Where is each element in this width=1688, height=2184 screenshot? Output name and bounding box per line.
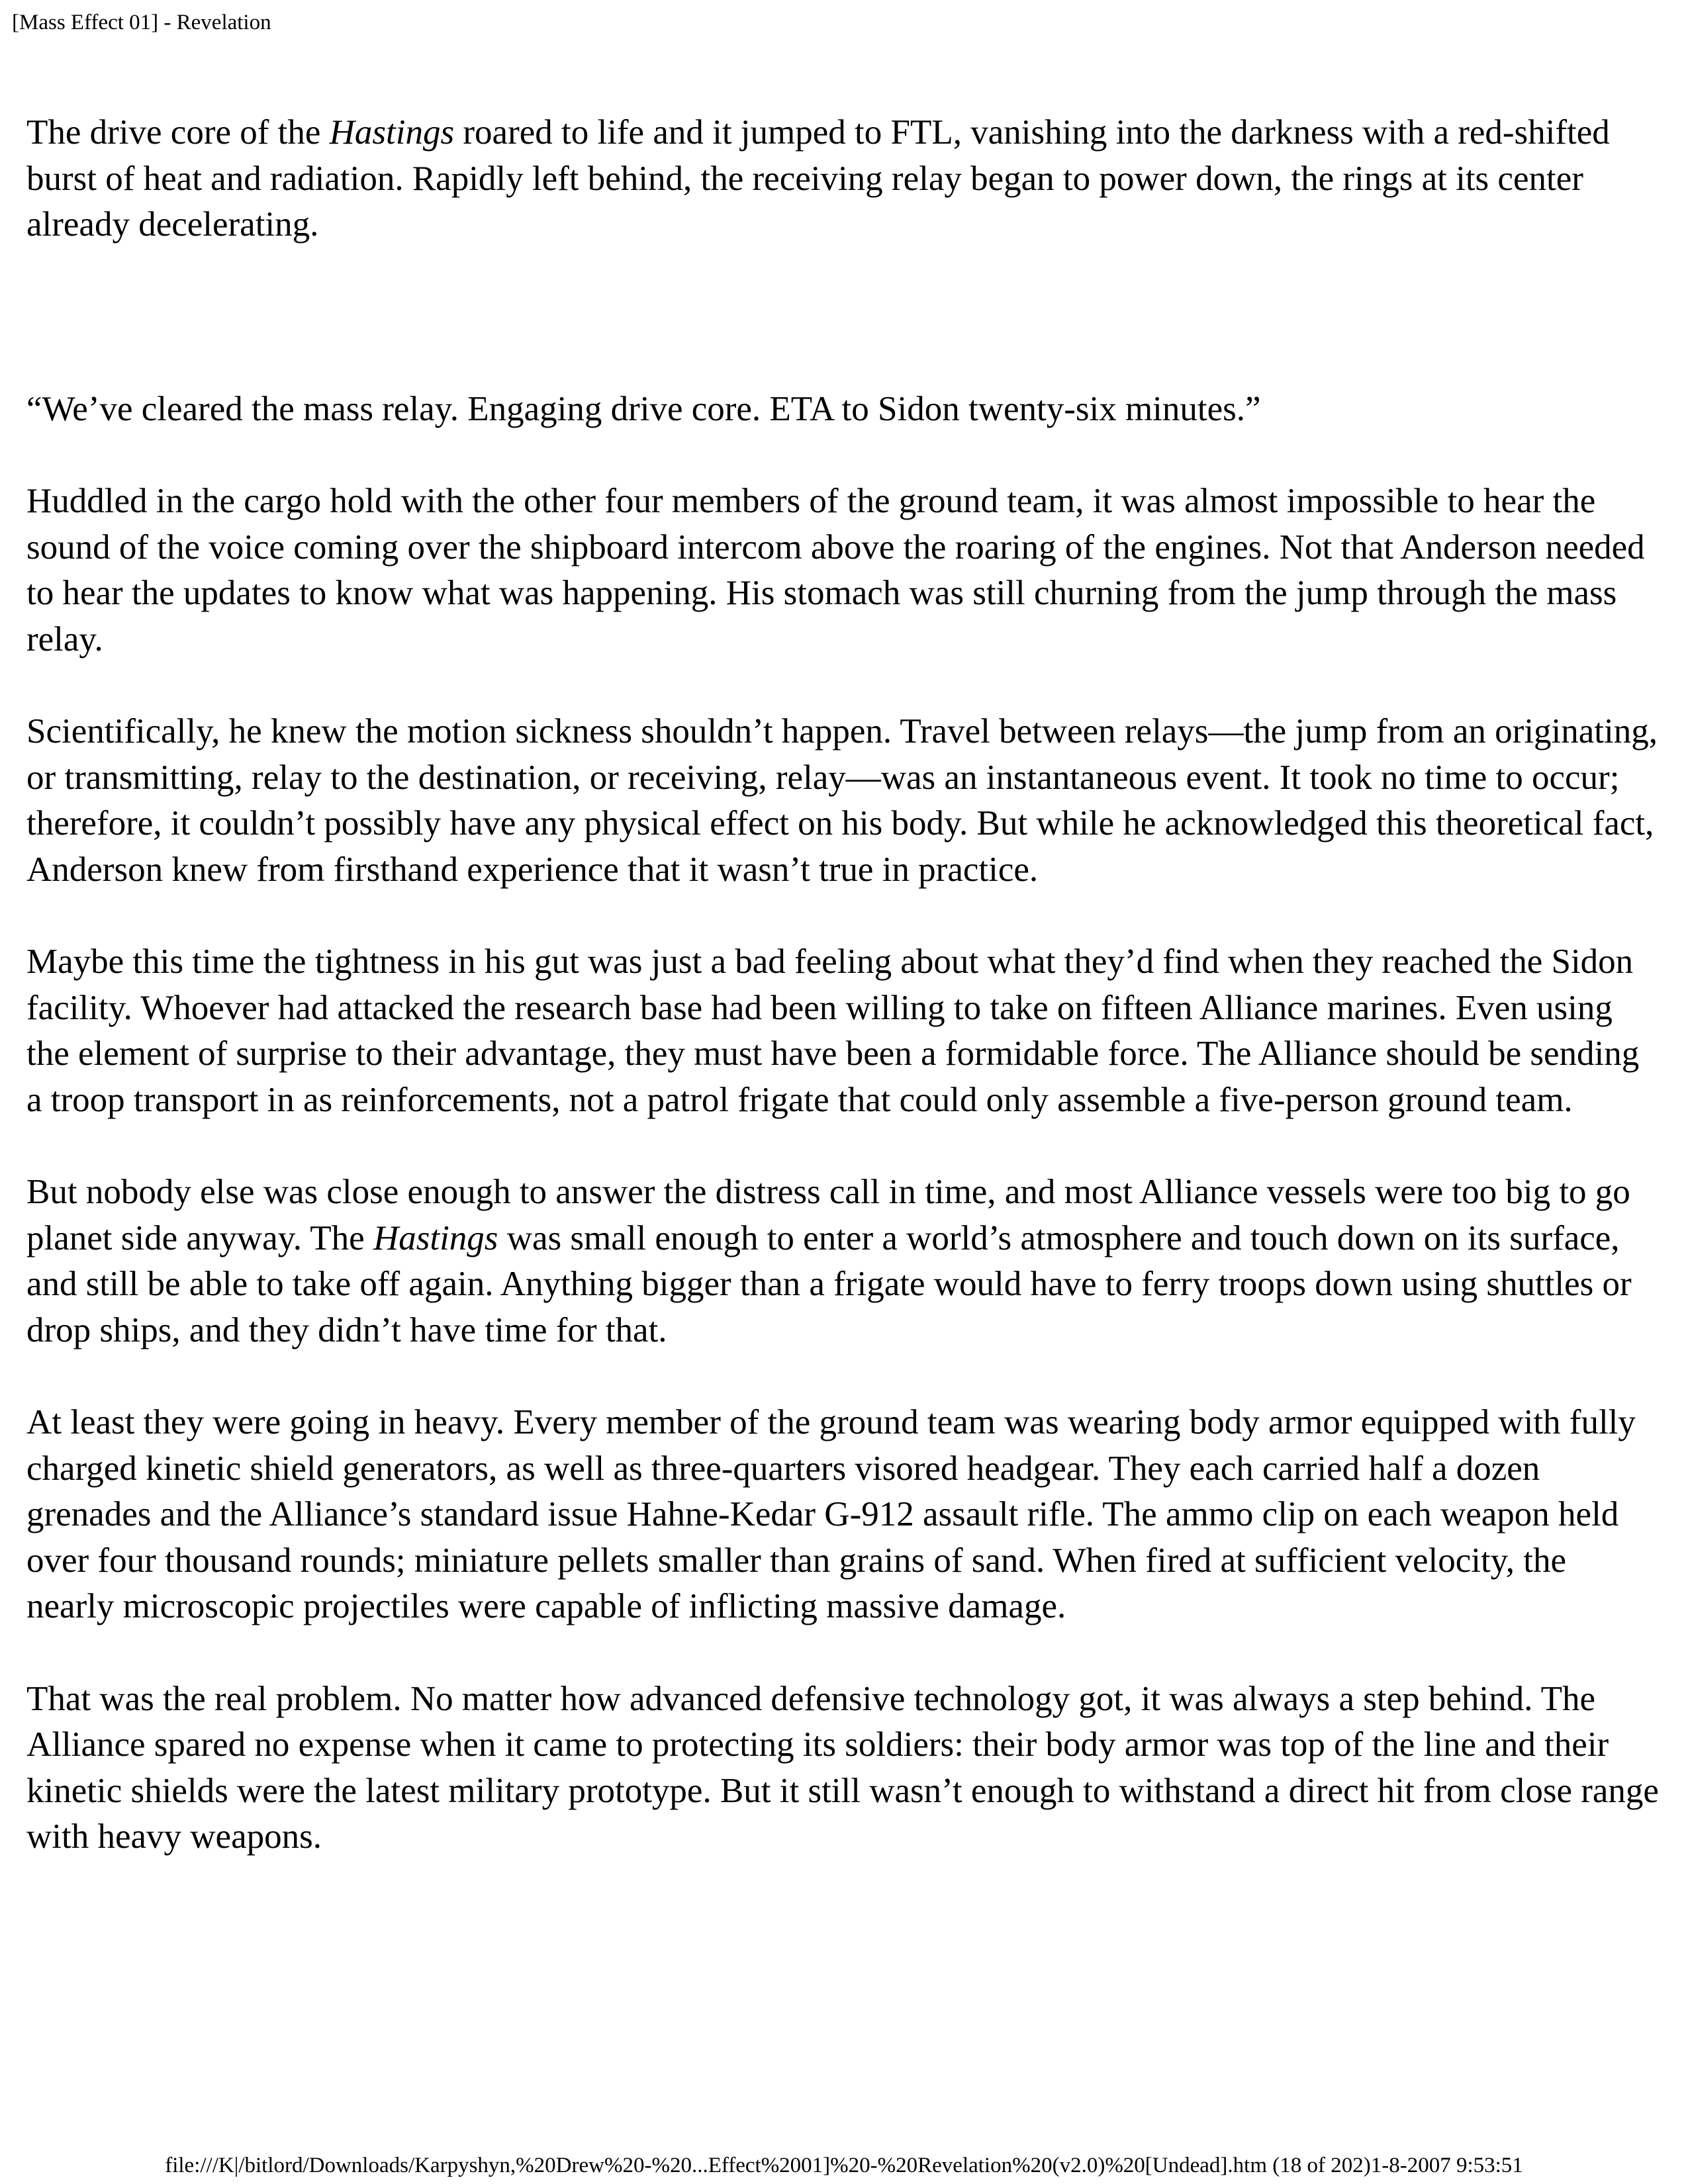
paragraph: Scientifically, he knew the motion sickness shouldn’t happen. Travel between relays—the jump from an originating, or transmitting, relay to the destination, or receiving, relay—was an instantaneous event. It took no time to occur; therefore, it couldn’t possibly have any physical effect on his body. But while he acknowledged this theoretical fact, Anderson knew from firsthand experience that it wasn’t true in practice.: [26, 712, 1658, 889]
document-header-title: [Mass Effect 01] - Revelation: [12, 11, 271, 34]
paragraph-text: But nobody else was close enough to answer the distress call in time, and most Alliance vessels were too big to go planet side anyway. The: [26, 1173, 1630, 1257]
document-footer-path: file:///K|/bitlord/Downloads/Karpyshyn,%20Drew%20-%20...Effect%2001]%20-%20Revelation%20(v2.0)%20[Undead].htm (18 of 202)1-8-2007 9:53:51: [165, 2154, 1523, 2177]
paragraph: Huddled in the cargo hold with the other four members of the ground team, it was almost impossible to hear the sound of the voice coming over the shipboard intercom above the roaring of the engines. Not that Anderson needed to hear the updates to know what was happening. His stomach was still churning from the jump through the mass relay.: [26, 482, 1645, 659]
paragraph: Maybe this time the tightness in his gut was just a bad feeling about what they’d find when they reached the Sidon facility. Whoever had attacked the research base had been willing to take on fifteen Alliance marines. Even using the element of surprise to their advantage, they must have been a formidable force. The Alliance should be sending a troop transport in as reinforcements, not a patrol frigate that could only assemble a five-person ground team.: [26, 942, 1640, 1119]
ship-name-italic: Hastings: [373, 1218, 498, 1257]
paragraph: [26, 1169, 1662, 1353]
paragraph-text: The drive core of the: [26, 113, 330, 152]
paragraph: That was the real problem. No matter how advanced defensive technology got, it was always a step behind. The Alliance spared no expense when it came to protecting its soldiers: their body armor was top of the line and their kinetic shields were the latest military prototype. But it still wasn’t enough to withstand a direct hit from close range with heavy weapons.: [26, 1679, 1659, 1856]
paragraph-text: roared to life and it jumped to FTL, vanishing into the darkness with a red-shifted burst of heat and radiation. Rapidly left behind, the receiving relay began to power down, the rings at its center already decelerating.: [26, 113, 1610, 244]
document-body: [26, 110, 1662, 1860]
ship-name-italic: Hastings: [329, 113, 455, 152]
paragraph: [26, 110, 1662, 248]
paragraph-text: was small enough to enter a world’s atmosphere and touch down on its surface, and still be able to take off again. Anything bigger than a frigate would have to ferry troops down using shuttles or drop ships, and they didn’t have time for that.: [26, 1218, 1632, 1349]
paragraph: At least they were going in heavy. Every member of the ground team was wearing body armor equipped with fully charged kinetic shield generators, as well as three-quarters visored headgear. They each carried half a dozen grenades and the Alliance’s standard issue Hahne-Kedar G-912 assault rifle. The ammo clip on each weapon held over four thousand rounds; miniature pellets smaller than grains of sand. When fired at sufficient velocity, the nearly microscopic projectiles were capable of inflicting massive damage.: [26, 1403, 1636, 1625]
paragraph: “We’ve cleared the mass relay. Engaging drive core. ETA to Sidon twenty-six minutes.”: [26, 389, 1261, 428]
